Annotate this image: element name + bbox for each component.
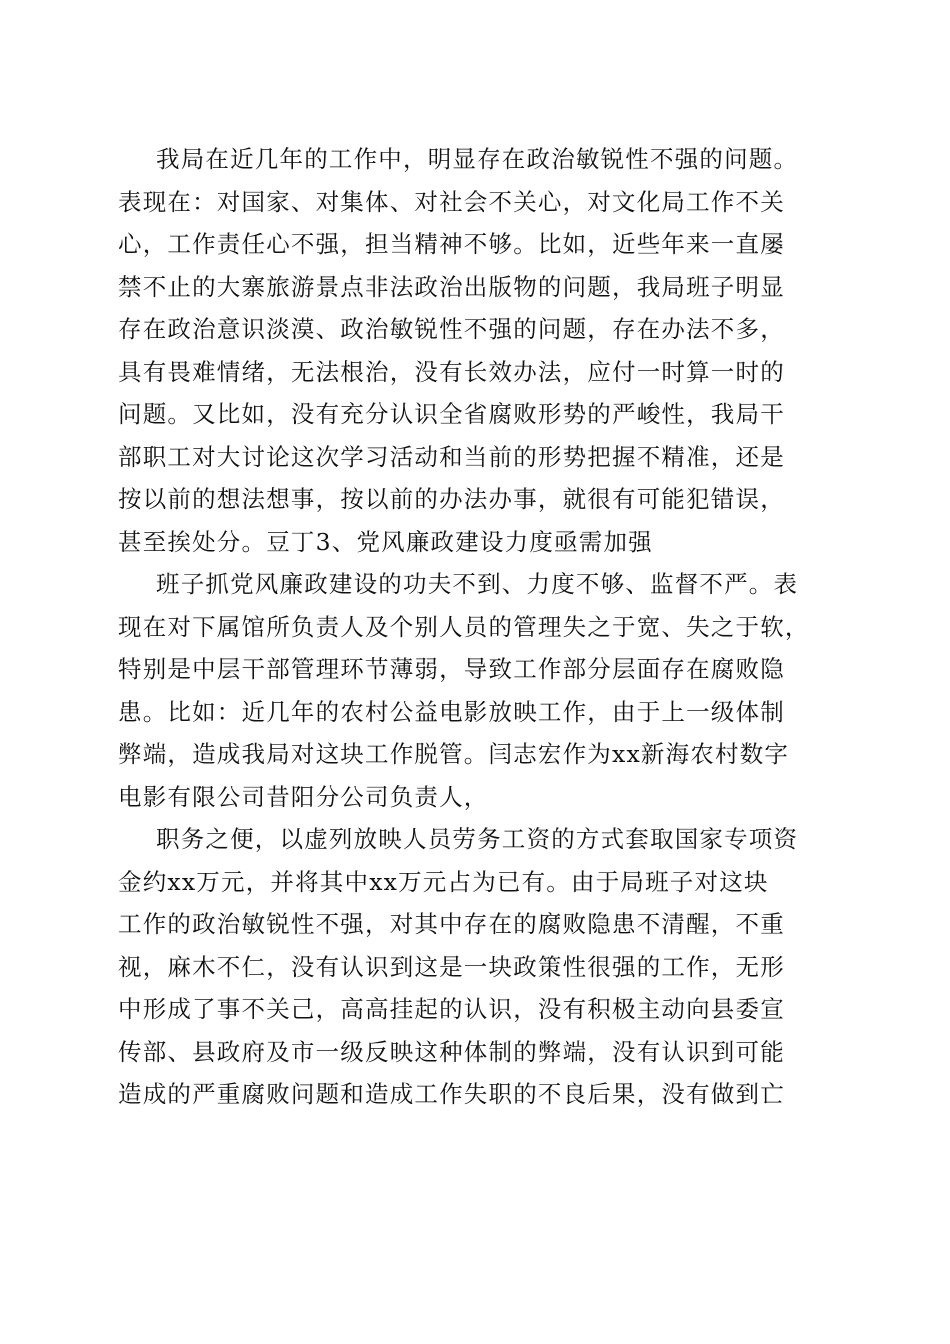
paragraph-line: 具有畏难情绪，无法根治，没有长效办法，应付一时算一时的	[118, 357, 785, 386]
paragraph-line: 禁不止的大寨旅游景点非法政治出版物的问题，我局班子明显	[118, 272, 785, 301]
paragraph-line: 造成的严重腐败问题和造成工作失职的不良后果，没有做到亡	[118, 1080, 785, 1108]
paragraph-line: 特别是中层干部管理环节薄弱，导致工作部分层面存在腐败隐	[118, 655, 785, 683]
paragraph-line: 职务之便，以虚列放映人员劳务工资的方式套取国家专项资	[156, 825, 799, 853]
body-text	[118, 138, 828, 1116]
paragraph-line: 存在政治意识淡漠、政治敏锐性不强的问题，存在办法不多，	[118, 315, 785, 343]
paragraph-line: 我局在近几年的工作中，明显存在政治敏锐性不强的问题。	[156, 145, 799, 173]
paragraph-line: 传部、县政府及市一级反映这种体制的弊端，没有认识到可能	[118, 1037, 785, 1066]
paragraph-line: 表现在：对国家、对集体、对社会不关心，对文化局工作不关	[118, 187, 785, 216]
paragraph-line: 甚至挨处分。豆丁3、党风廉政建设力度亟需加强	[118, 527, 653, 556]
paragraph-line: 班子抓党风廉政建设的功夫不到、力度不够、监督不严。表	[156, 570, 799, 598]
paragraph-line: 现在对下属馆所负责人及个别人员的管理失之于宽、失之于软，	[118, 612, 810, 641]
paragraph-line: 部职工对大讨论这次学习活动和当前的形势把握不精准，还是	[118, 442, 785, 471]
paragraph-line: 患。比如：近几年的农村公益电影放映工作，由于上一级体制	[118, 697, 785, 726]
paragraph-line: 中形成了事不关己，高高挂起的认识，没有积极主动向县委宣	[118, 995, 785, 1023]
paragraph-line: 心，工作责任心不强，担当精神不够。比如，近些年来一直屡	[118, 230, 785, 258]
paragraph-line: 视，麻木不仁，没有认识到这是一块政策性很强的工作，无形	[118, 952, 785, 981]
paragraph-line: 工作的政治敏锐性不强，对其中存在的腐败隐患不清醒，不重	[118, 910, 785, 938]
paragraph-line: 电影有限公司昔阳分公司负责人，	[118, 782, 489, 811]
paragraph-line: 金约xx万元，并将其中xx万元占为已有。由于局班子对这块	[118, 867, 769, 896]
paragraph-line: 问题。又比如，没有充分认识全省腐败形势的严峻性，我局干	[118, 400, 785, 428]
paragraph-line: 弊端，造成我局对这块工作脱管。闫志宏作为xx新海农村数字	[118, 740, 790, 768]
paragraph-line: 按以前的想法想事，按以前的办法办事，就很有可能犯错误，	[118, 485, 785, 513]
